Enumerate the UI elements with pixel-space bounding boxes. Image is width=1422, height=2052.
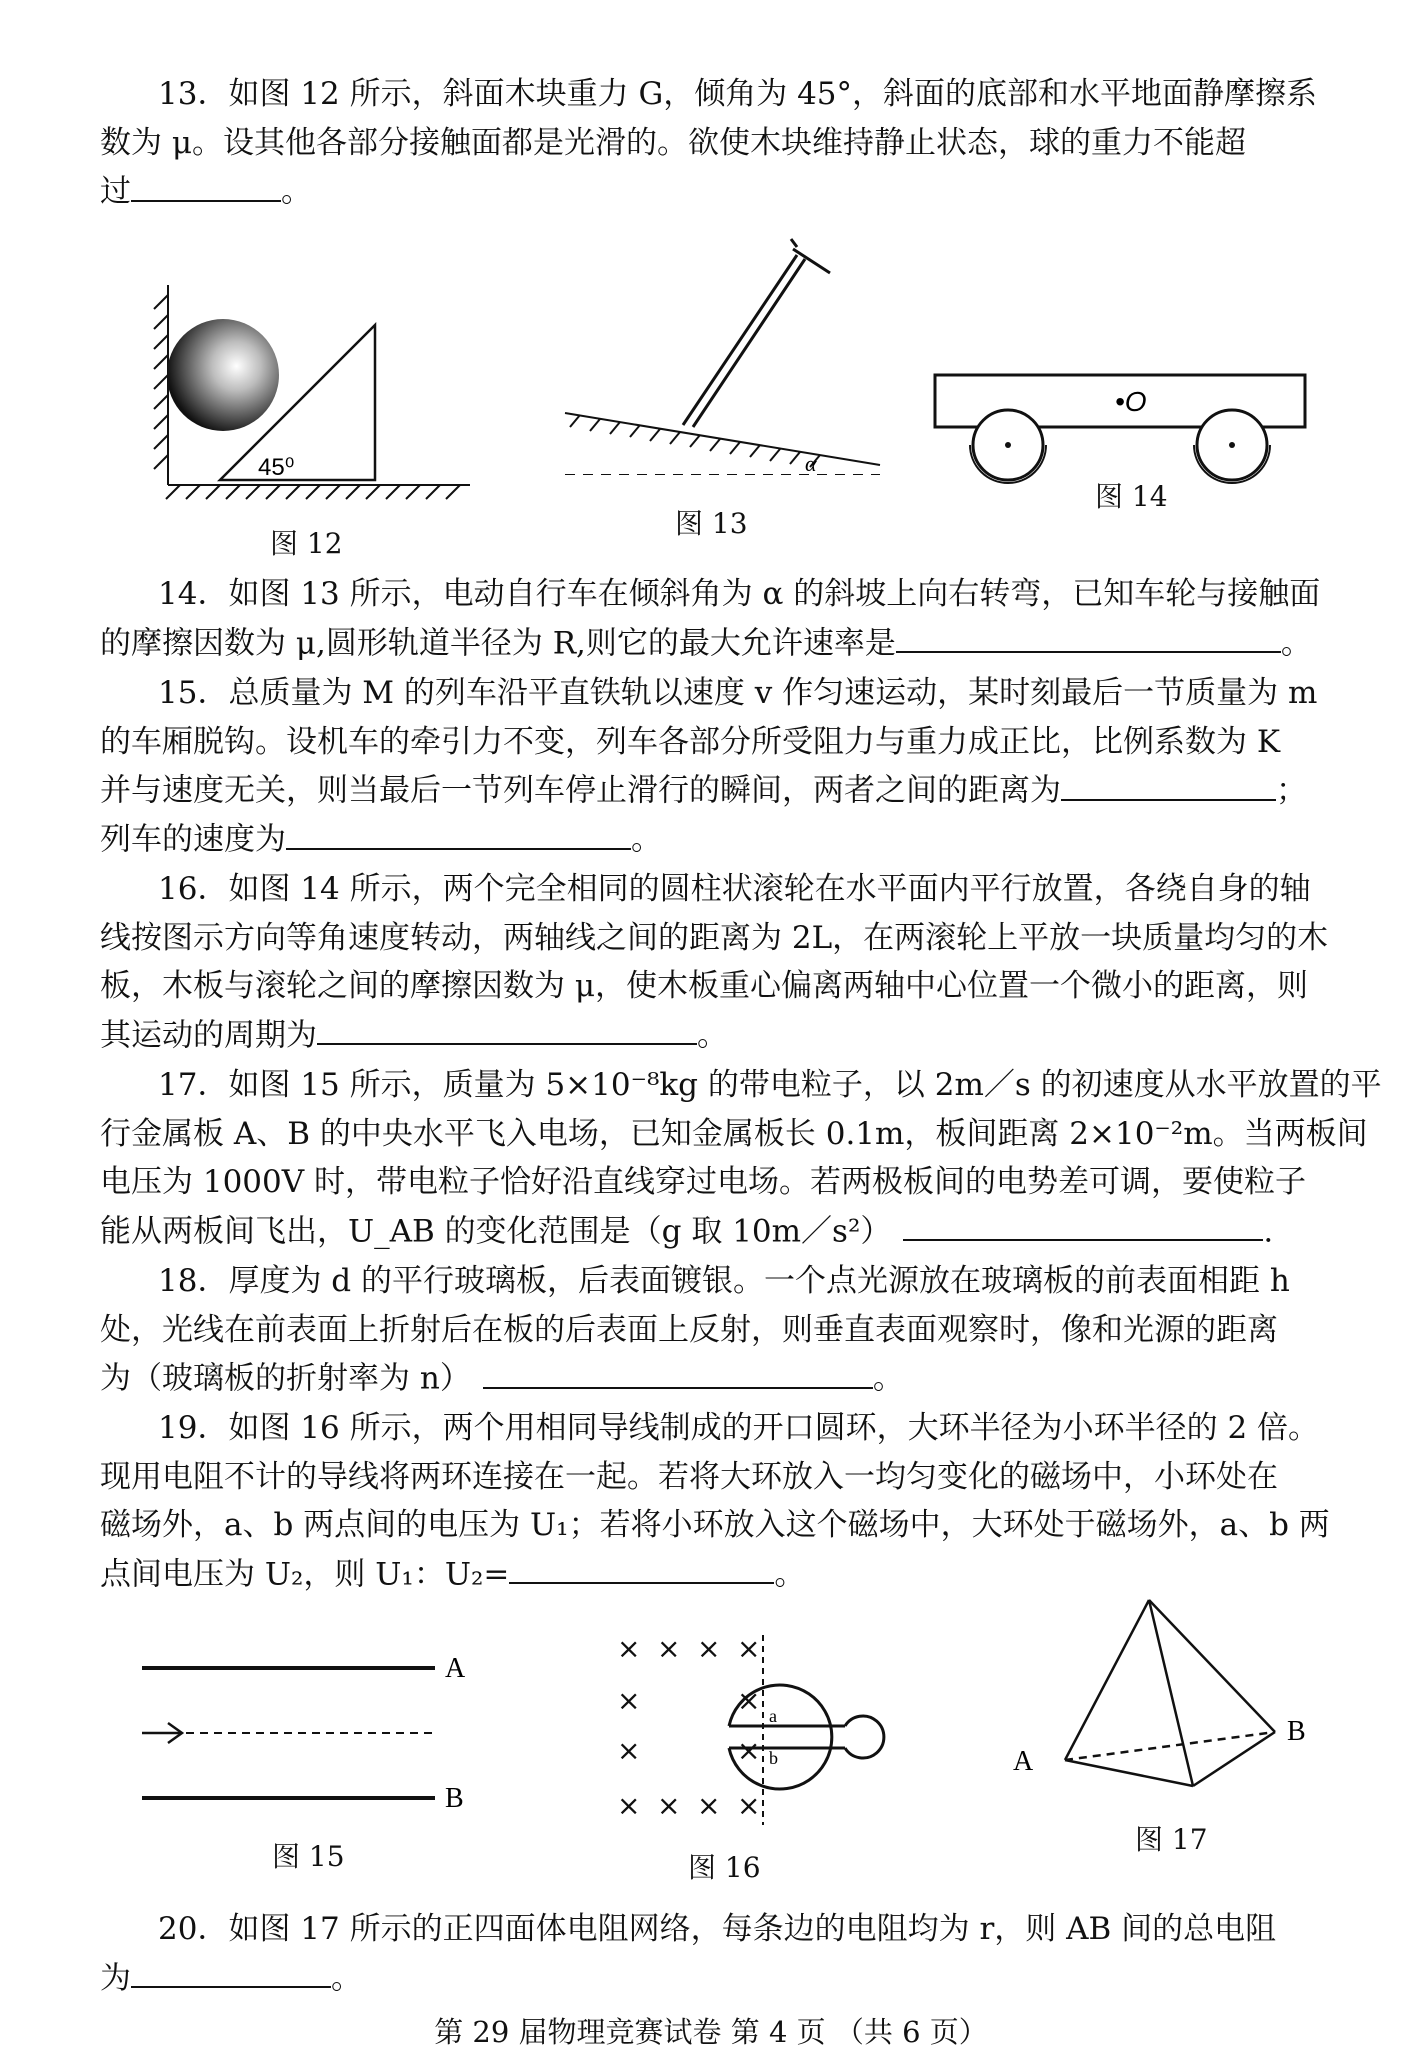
q19-line-1: 19．如图 16 所示，两个用相同导线制成的开口圆环，大环半径为小环半径的 2 倍。 [158, 1410, 1320, 1446]
point-b-label: b [769, 1748, 778, 1768]
plate-b-label: B [445, 1783, 464, 1814]
answer-blank-18[interactable] [483, 1354, 873, 1389]
q16-line-4: 其运动的周期为 [100, 1017, 317, 1054]
figure-16 [605, 1630, 925, 1830]
q16-line-3: 板，木板与滚轮之间的摩擦因数为 μ，使木板重心偏离两轴中心位置一个微小的距离，则 [100, 968, 1308, 1004]
figure-12 [140, 275, 480, 515]
right-roller-axis [1229, 442, 1235, 448]
answer-blank-15b[interactable] [286, 815, 631, 850]
fig13-angle-label: α [805, 451, 817, 475]
svg-text:×: × [617, 1632, 641, 1665]
q17-line-1: 17．如图 15 所示，质量为 5×10⁻⁸kg 的带电粒子，以 2m／s 的初速度从水平放置的平 [158, 1067, 1382, 1103]
vertex-b-label: B [1287, 1716, 1306, 1747]
q18-end: 。 [872, 1360, 904, 1397]
svg-text:×: × [617, 1789, 641, 1822]
answer-blank-14[interactable] [896, 619, 1281, 654]
q17-line-4: 能从两板间飞出，U_AB 的变化范围是（g 取 10m／s²） [100, 1213, 892, 1250]
q17-end: . [1263, 1213, 1274, 1250]
figure-15 [130, 1645, 490, 1820]
q17-line-3: 电压为 1000V 时，带电粒子恰好沿直线穿过电场。若两极板间的电势差可调，要使粒子 [100, 1164, 1306, 1200]
svg-text:×: × [737, 1632, 761, 1665]
q13-line-2: 数为 μ。设其他各部分接触面都是光滑的。欲使木块维持静止状态，球的重力不能超 [100, 124, 1246, 161]
answer-blank-20[interactable] [131, 1954, 331, 1989]
answer-blank-19[interactable] [509, 1550, 774, 1585]
fig14-center-label: •O [1115, 386, 1147, 417]
plate-a-label: A [445, 1653, 466, 1684]
small-ring [845, 1716, 884, 1758]
point-a-label: a [769, 1706, 777, 1726]
left-roller-axis [1005, 442, 1011, 448]
svg-text:×: × [697, 1789, 721, 1822]
q15-line-1: 15．总质量为 M 的列车沿平直铁轨以速度 v 作匀速运动，某时刻最后一节质量为 m [158, 675, 1318, 711]
svg-text:×: × [737, 1734, 761, 1767]
figure-17 [1005, 1590, 1335, 1800]
answer-blank-17[interactable] [903, 1207, 1263, 1242]
q18-line-2: 处，光线在前表面上折射后在板的后表面上反射，则垂直表面观察时，像和光源的距离 [100, 1311, 1278, 1348]
q20-line-1: 20．如图 17 所示的正四面体电阻网络，每条边的电阻均为 r，则 AB 间的总电阻 [158, 1911, 1277, 1947]
answer-blank-16[interactable] [317, 1011, 697, 1046]
q15-end: 。 [631, 821, 662, 858]
page-footer: 第 29 届物理竞赛试卷 第 4 页 （共 6 页） [434, 2015, 988, 2049]
question-18 [100, 1257, 1350, 1403]
fig12-angle-label: 45⁰ [258, 454, 295, 481]
q16-end: 。 [697, 1017, 728, 1054]
svg-text:×: × [617, 1684, 641, 1717]
fig16-caption: 图 16 [688, 1851, 761, 1884]
q17-line-2: 行金属板 A、B 的中央水平飞入电场，已知金属板长 0.1m，板间距离 2×10⁻²m。当两板间 [100, 1115, 1368, 1152]
q16-line-1: 16．如图 14 所示，两个完全相同的圆柱状滚轮在水平面内平行放置，各绕自身的轴 [158, 871, 1311, 907]
question-20 [100, 1905, 1350, 2003]
tetrahedron [1065, 1600, 1275, 1786]
svg-text:×: × [697, 1632, 721, 1665]
slope [565, 413, 880, 467]
svg-text:×: × [657, 1789, 681, 1822]
fig12-caption: 图 12 [270, 527, 343, 560]
bicycle [683, 239, 830, 427]
q15-mid: ； [1276, 772, 1307, 809]
question-19 [100, 1404, 1350, 1599]
question-17 [100, 1061, 1382, 1256]
figure-13 [555, 235, 895, 475]
q13-line-3: 过 [100, 173, 131, 210]
q19-line-4: 点间电压为 U₂，则 U₁：U₂= [100, 1556, 510, 1593]
q15-line-4: 列车的速度为 [100, 821, 286, 858]
question-16 [100, 865, 1350, 1060]
vertex-a-label: A [1013, 1746, 1034, 1777]
svg-text:×: × [737, 1684, 761, 1717]
q19-line-3: 磁场外，a、b 两点间的电压为 U₁；若将小环放入这个磁场中，大环处于磁场外，a、b 两 [100, 1507, 1330, 1543]
q19-line-2: 现用电阻不计的导线将两环连接在一起。若将大环放入一均匀变化的磁场中，小环处在 [100, 1458, 1278, 1495]
svg-text:×: × [617, 1734, 641, 1767]
svg-text:×: × [657, 1632, 681, 1665]
q15-line-3: 并与速度无关，则当最后一节列车停止滑行的瞬间，两者之间的距离为 [100, 772, 1061, 809]
q13-end: 。 [281, 173, 312, 210]
q14-line-1: 14．如图 13 所示，电动自行车在倾斜角为 α 的斜坡上向右转弯，已知车轮与接触面 [158, 576, 1321, 612]
answer-blank-15a[interactable] [1061, 766, 1276, 801]
fig17-caption: 图 17 [1135, 1823, 1208, 1856]
fig14-caption: 图 14 [1095, 480, 1168, 513]
q18-line-3: 为（玻璃板的折射率为 n） [100, 1360, 471, 1397]
fig15-caption: 图 15 [272, 1840, 345, 1873]
answer-blank-13[interactable] [131, 167, 281, 202]
question-13 [100, 70, 1350, 216]
q20-end: 。 [331, 1960, 362, 1997]
q14-end: 。 [1280, 625, 1312, 662]
q20-line-2: 为 [100, 1960, 131, 1997]
q16-line-2: 线按图示方向等角速度转动，两轴线之间的距离为 2L，在两滚轮上平放一块质量均匀的木 [100, 919, 1329, 956]
svg-text:×: × [737, 1789, 761, 1822]
figure-14 [920, 355, 1320, 485]
q15-line-2: 的车厢脱钩。设机车的牵引力不变，列车各部分所受阻力与重力成正比，比例系数为 K [100, 723, 1281, 760]
q14-line-2: 的摩擦因数为 μ,圆形轨道半径为 R,则它的最大允许速率是 [100, 625, 896, 662]
q18-line-1: 18．厚度为 d 的平行玻璃板，后表面镀银。一个点光源放在玻璃板的前表面相距 h [158, 1263, 1290, 1299]
ball [167, 319, 279, 431]
q19-end: 。 [774, 1556, 806, 1593]
question-14 [100, 570, 1350, 668]
q13-line-1: 13．如图 12 所示，斜面木块重力 G，倾角为 45°，斜面的底部和水平地面静摩擦系 [158, 76, 1318, 112]
question-15 [100, 669, 1350, 864]
fig13-caption: 图 13 [675, 507, 748, 540]
